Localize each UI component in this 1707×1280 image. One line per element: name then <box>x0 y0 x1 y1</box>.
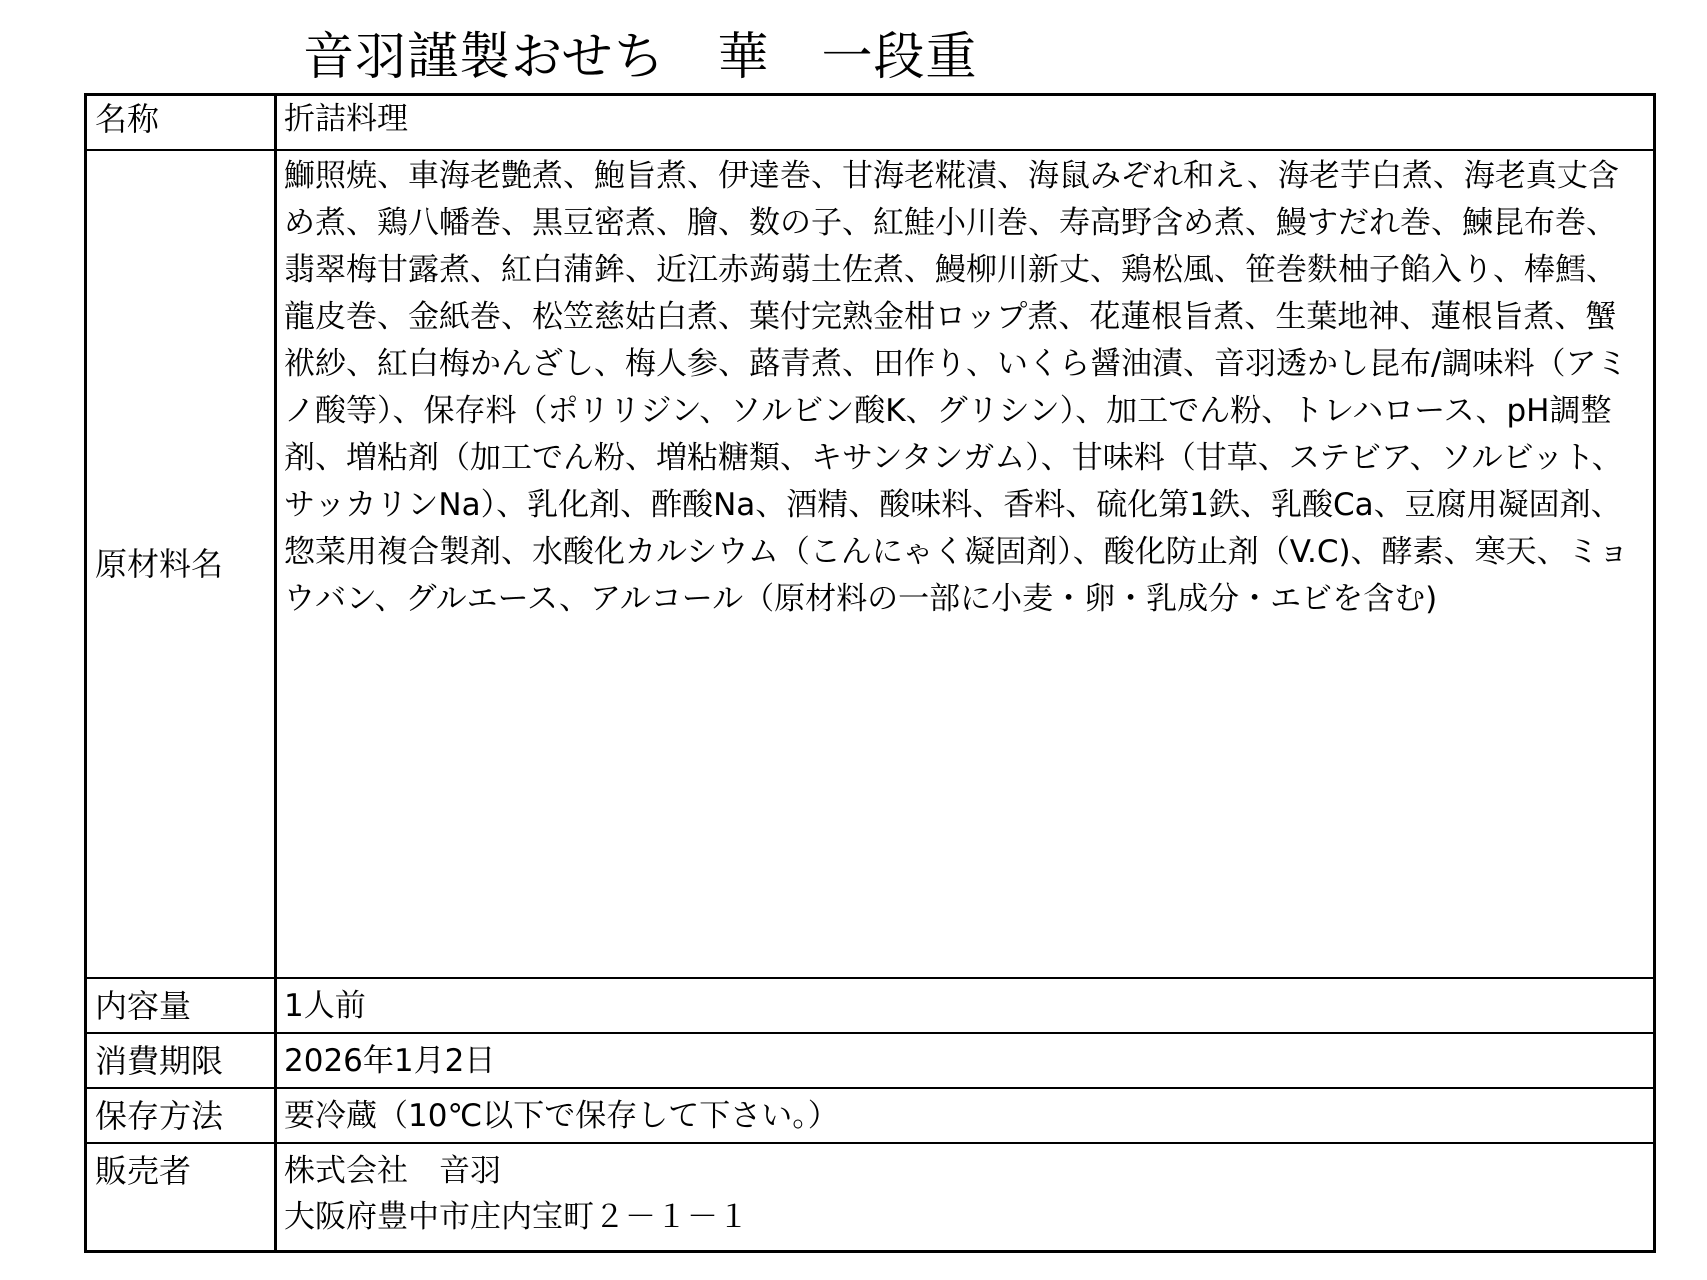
row-storage <box>87 1087 1653 1142</box>
seller-company: 株式会社 音羽 <box>284 1153 501 1189</box>
value-storage: 要冷蔵（10℃以下で保存して下さい。） <box>284 1098 839 1134</box>
label-ingredients <box>87 151 277 977</box>
label-volume: 内容量 <box>87 979 277 1032</box>
value-volume: 1人前 <box>284 988 366 1024</box>
label-ingredients-text: 原材料名 <box>95 545 224 583</box>
label-product-name: 名称 <box>87 96 277 149</box>
label-storage: 保存方法 <box>87 1089 277 1142</box>
row-product-name <box>87 96 1653 149</box>
food-label-table <box>84 93 1656 1253</box>
value-expiry: 2026年1月2日 <box>284 1043 496 1079</box>
row-seller <box>87 1142 1653 1250</box>
document-title: 音羽謹製おせち 華 一段重 <box>303 28 978 87</box>
value-seller <box>277 1144 1653 1250</box>
seller-address: 大阪府豊中市庄内宝町２－１－１ <box>284 1199 749 1235</box>
value-ingredients: 鰤照焼、車海老艶煮、鮑旨煮、伊達巻、甘海老糀漬、海鼠みぞれ和え、海老芋白煮、海老真丈含め煮、鶏八幡巻、黒豆密煮、膾、数の子、紅鮭小川巻、寿高野含め煮、鰻すだれ巻、鰊昆布巻、翡翠梅甘露煮、紅白蒲鉾、近江赤蒟蒻土佐煮、鰻柳川新丈、鶏松風、笹巻麩柚子餡入り、棒鱈、龍皮巻、金紙巻、松笠慈姑白煮、葉付完熟金柑ロップ煮、花蓮根旨煮、生葉地神、蓮根旨煮、蟹袱紗、紅白梅かんざし、梅人参、蕗青煮、田作り、いくら醤油漬、音羽透かし昆布/調味料（アミノ酸等）、保存料（ポリリジン、ソルビン酸K、グリシン）、加工でん粉、トレハロース、pH調整剤、増粘剤（加工でん粉、増粘糖類、キサンタンガム）、甘味料（甘草、ステビア、ソルビット、サッカリンNa）、乳化剤、酢酸Na、酒精、酸味料、香料、硫化第1鉄、乳酸Ca、豆腐用凝固剤、惣菜用複合製剤、水酸化カルシウム（こんにゃく凝固剤）、酸化防止剤（V.C)、酵素、寒天、ミョウバン、グルエース、アルコール（原材料の一部に小麦・卵・乳成分・エビを含む) <box>284 158 1629 617</box>
row-ingredients <box>87 149 1653 977</box>
row-volume <box>87 977 1653 1032</box>
label-expiry: 消費期限 <box>87 1034 277 1087</box>
row-expiry <box>87 1032 1653 1087</box>
value-product-name: 折詰料理 <box>284 101 408 137</box>
label-seller: 販売者 <box>87 1144 277 1250</box>
